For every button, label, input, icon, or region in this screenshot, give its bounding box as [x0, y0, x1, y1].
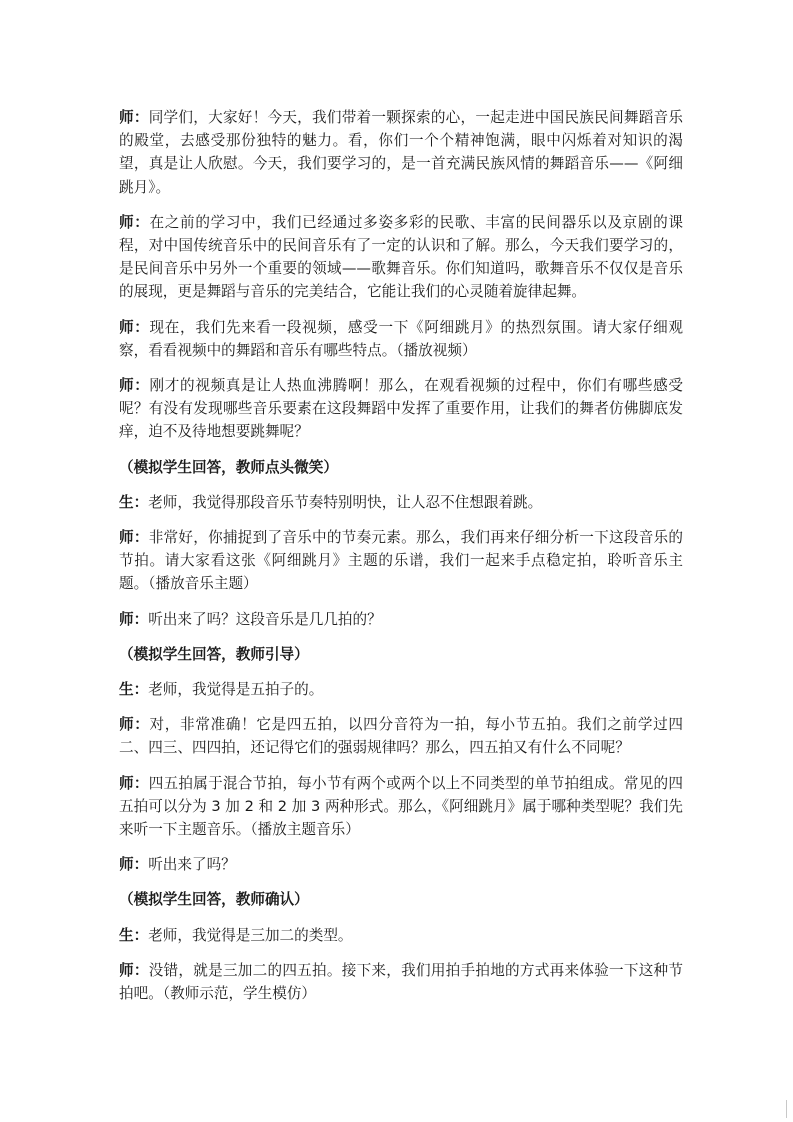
dialogue-text: 现在，我们先来看一段视频，感受一下《阿细跳月》的热烈氛围。请大家仔细观察，看看视频中的舞蹈和音乐有哪些特点。（播放视频）: [119, 318, 683, 359]
dialogue-text: 刚才的视频真是让人热血沸腾啊！那么，在观看视频的过程中，你们有哪些感受呢？有没有发现哪些音乐要素在这段舞蹈中发挥了重要作用，让我们的舞者仿佛脚底发痒，迫不及待地想要跳舞呢？: [119, 377, 683, 441]
dialogue-text: 听出来了吗？这段音乐是几几拍的？: [148, 610, 382, 628]
dialogue-text: 老师，我觉得是三加二的类型。: [148, 926, 353, 944]
page-edge-mark: [786, 1100, 787, 1118]
dialogue-paragraph: [119, 491, 683, 514]
speaker-label: 师：: [119, 318, 150, 336]
speaker-label: 生：: [119, 681, 149, 699]
dialogue-paragraph: [119, 772, 683, 842]
dialogue-text: 老师，我觉得那段音乐节奏特别明快，让人忍不住想跟着跳。: [148, 493, 543, 511]
dialogue-paragraph: [119, 924, 683, 947]
speaker-label: 师：: [119, 377, 150, 395]
speaker-label: 师：: [119, 961, 149, 979]
speaker-label: 师：: [119, 774, 149, 792]
stage-direction: （模拟学生回答，教师确认）: [119, 891, 309, 909]
speaker-label: 师：: [119, 856, 149, 874]
dialogue-text: 在之前的学习中，我们已经通过多姿多彩的民歌、丰富的民间器乐以及京剧的课程，对中国传统音乐中的民间音乐有了一定的认识和了解。那么，今天我们要学习的，是民间音乐中另外一个重要的领域——歌舞音乐。你们知道吗，歌舞音乐不仅仅是音乐的展现，更是舞蹈与音乐的完美结合，它能让我们的心灵随着旋律起舞。: [119, 213, 683, 301]
speaker-label: 师：: [119, 716, 150, 734]
document-body: [119, 106, 683, 1017]
speaker-label: 师：: [119, 109, 149, 126]
dialogue-paragraph: [119, 106, 683, 199]
dialogue-paragraph: [119, 959, 683, 1005]
speaker-label: 生：: [119, 926, 149, 944]
speaker-label: 师：: [119, 213, 150, 231]
dialogue-text: 同学们，大家好！今天，我们带着一颗探索的心，一起走进中国民族民间舞蹈音乐的殿堂，去感受那份独特的魅力。看，你们一个个精神饱满，眼中闪烁着对知识的渴望，真是让人欣慰。今天，我们要学习的，是一首充满民族风情的舞蹈音乐——《阿细跳月》。: [119, 109, 683, 196]
dialogue-paragraph: [119, 211, 683, 304]
dialogue-text: 非常好，你捕捉到了音乐中的节奏元素。那么，我们再来仔细分析一下这段音乐的节拍。请大家看这张《阿细跳月》主题的乐谱，我们一起来手点稳定拍，聆听音乐主题。（播放音乐主题）: [119, 529, 683, 593]
dialogue-paragraph: [119, 374, 683, 444]
dialogue-text: 听出来了吗？: [148, 856, 236, 874]
dialogue-paragraph: [119, 678, 683, 701]
speaker-label: 师：: [119, 610, 149, 628]
dialogue-paragraph: [119, 526, 683, 596]
stage-direction: （模拟学生回答，教师点头微笑）: [119, 458, 338, 476]
dialogue-text: 老师，我觉得是五拍子的。: [148, 681, 324, 699]
dialogue-paragraph: [119, 316, 683, 362]
speaker-label: 师：: [119, 529, 149, 547]
dialogue-text: 四五拍属于混合节拍，每小节有两个或两个以上不同类型的单节拍组成。常见的四五拍可以分为 3 加 2 和 2 加 3 两种形式。那么，《阿细跳月》属于哪种类型呢？我们先来听一下主题音乐。（播放主题音乐）: [119, 774, 683, 839]
dialogue-text: 对，非常准确！它是四五拍，以四分音符为一拍，每小节五拍。我们之前学过四二、四三、四四拍，还记得它们的强弱规律吗？那么，四五拍又有什么不同呢？: [119, 716, 683, 757]
dialogue-paragraph: [119, 608, 683, 631]
stage-direction: （模拟学生回答，教师引导）: [119, 645, 309, 663]
dialogue-paragraph: [119, 713, 683, 759]
speaker-label: 生：: [119, 493, 149, 511]
dialogue-text: 没错，就是三加二的四五拍。接下来，我们用拍手拍地的方式再来体验一下这种节拍吧。（教师示范，学生模仿）: [119, 961, 683, 1003]
dialogue-paragraph: [119, 853, 683, 876]
